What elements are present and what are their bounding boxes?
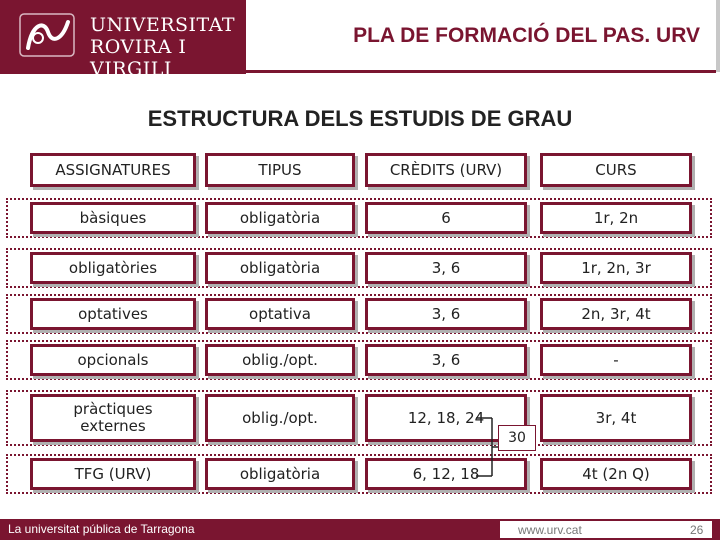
logo-line-1: UNIVERSITAT: [90, 14, 236, 36]
cell-subject: opcionals: [30, 344, 196, 376]
cell-course: 4t (2n Q): [540, 458, 692, 490]
cell-subject: pràctiques externes: [30, 394, 196, 442]
cell-subject: obligatòries: [30, 252, 196, 284]
header-subject: ASSIGNATURES: [30, 153, 196, 187]
cell-course: 1r, 2n, 3r: [540, 252, 692, 284]
cell-credits: 6: [365, 202, 527, 234]
header-credits: CRÈDITS (URV): [365, 153, 527, 187]
slide-header: [0, 0, 720, 80]
cell-credits: 6, 12, 18: [365, 458, 527, 490]
cell-type: oblig./opt.: [205, 344, 355, 376]
cell-subject: bàsiques: [30, 202, 196, 234]
cell-subject: optatives: [30, 298, 196, 330]
cell-course: 2n, 3r, 4t: [540, 298, 692, 330]
urv-emblem-icon: [18, 10, 78, 60]
header-type: TIPUS: [205, 153, 355, 187]
cell-type: optativa: [205, 298, 355, 330]
cell-credits: 3, 6: [365, 298, 527, 330]
bracket-total-label: 30: [508, 430, 526, 446]
cell-type: obligatòria: [205, 252, 355, 284]
cell-course: 1r, 2n: [540, 202, 692, 234]
cell-type: oblig./opt.: [205, 394, 355, 442]
cell-subject: TFG (URV): [30, 458, 196, 490]
cell-course: 3r, 4t: [540, 394, 692, 442]
title-panel: [246, 0, 716, 73]
cell-type: obligatòria: [205, 202, 355, 234]
logo-line-2: ROVIRA I VIRGILI: [90, 36, 187, 80]
header-course: CURS: [540, 153, 692, 187]
cell-credits: 12, 18, 24: [365, 394, 527, 442]
cell-credits: 3, 6: [365, 252, 527, 284]
cell-type: obligatòria: [205, 458, 355, 490]
footer-url[interactable]: www.urv.cat: [518, 523, 582, 537]
university-logo: [0, 0, 246, 80]
page-number: 26: [690, 523, 704, 537]
cell-course: -: [540, 344, 692, 376]
cell-credits: 3, 6: [365, 344, 527, 376]
slide-subtitle: ESTRUCTURA DELS ESTUDIS DE GRAU: [147, 106, 573, 131]
page-title: PLA DE FORMACIÓ DEL PAS. URV: [353, 24, 700, 47]
logo-name: [90, 14, 246, 80]
footer-tagline: La universitat pública de Tarragona: [8, 522, 195, 536]
